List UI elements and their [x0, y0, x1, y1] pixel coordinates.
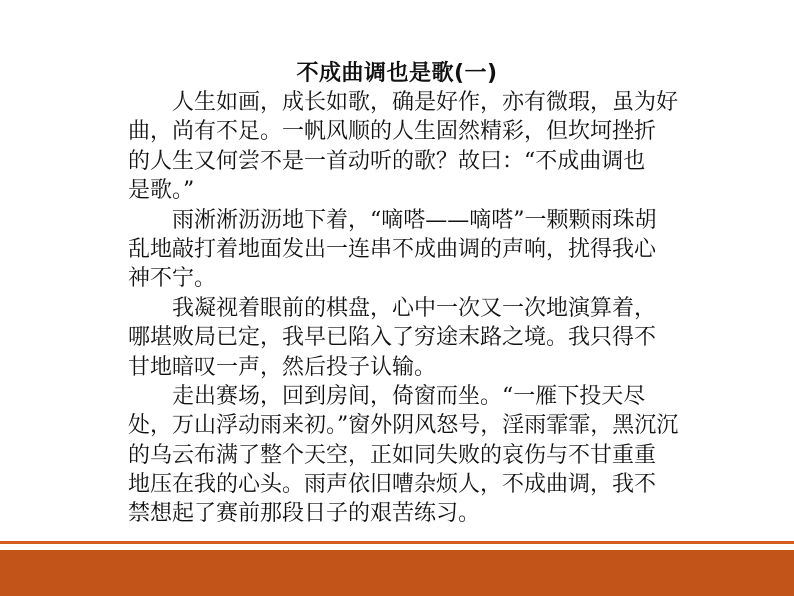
document-title: 不成曲调也是歌(一) — [296, 61, 498, 86]
paragraph-4-line-1: 走出赛场，回到房间，倚窗而坐。“一雁下投天尽 — [172, 383, 646, 409]
paragraph-1-line-4: 是歌。” — [128, 178, 195, 204]
paragraph-2-line-1: 雨淅淅沥沥地下着，“嘀嗒——嘀嗒”一颗颗雨珠胡 — [172, 207, 657, 233]
paragraph-3-line-1: 我凝视着眼前的棋盘，心中一次又一次地演算着， — [172, 295, 657, 321]
paragraph-1-line-1: 人生如画，成长如歌，确是好作，亦有微瑕，虽为好 — [172, 90, 679, 115]
footer-band — [0, 550, 794, 596]
paragraph-4-line-2: 处，万山浮动雨来初。”窗外阴风怒号，淫雨霏霏，黑沉沉 — [128, 413, 679, 439]
paragraph-2-line-3: 神不宁。 — [128, 266, 217, 292]
paragraph-2-line-2: 乱地敲打着地面发出一连串不成曲调的声响，扰得我心 — [128, 236, 657, 262]
paragraph-4-line-5: 禁想起了赛前那段日子的艰苦练习。 — [128, 501, 481, 527]
footer-divider-line — [0, 541, 794, 544]
paragraph-4-line-3: 的乌云布满了整个天空，正如同失败的哀伤与不甘重重 — [128, 442, 657, 468]
paragraph-1-line-3: 的人生又何尝不是一首动听的歌？故曰：“不成曲调也 — [128, 148, 646, 174]
paragraph-1-line-2: 曲，尚有不足。一帆风顺的人生固然精彩，但坎坷挫折 — [128, 119, 657, 145]
paragraph-3-line-3: 甘地暗叹一声，然后投子认输。 — [128, 354, 437, 380]
paragraph-4-line-4: 地压在我的心头。雨声依旧嘈杂烦人，不成曲调，我不 — [128, 472, 657, 498]
document-body — [128, 88, 680, 529]
paragraph-3-line-2: 哪堪败局已定，我早已陷入了穷途末路之境。我只得不 — [128, 325, 657, 351]
